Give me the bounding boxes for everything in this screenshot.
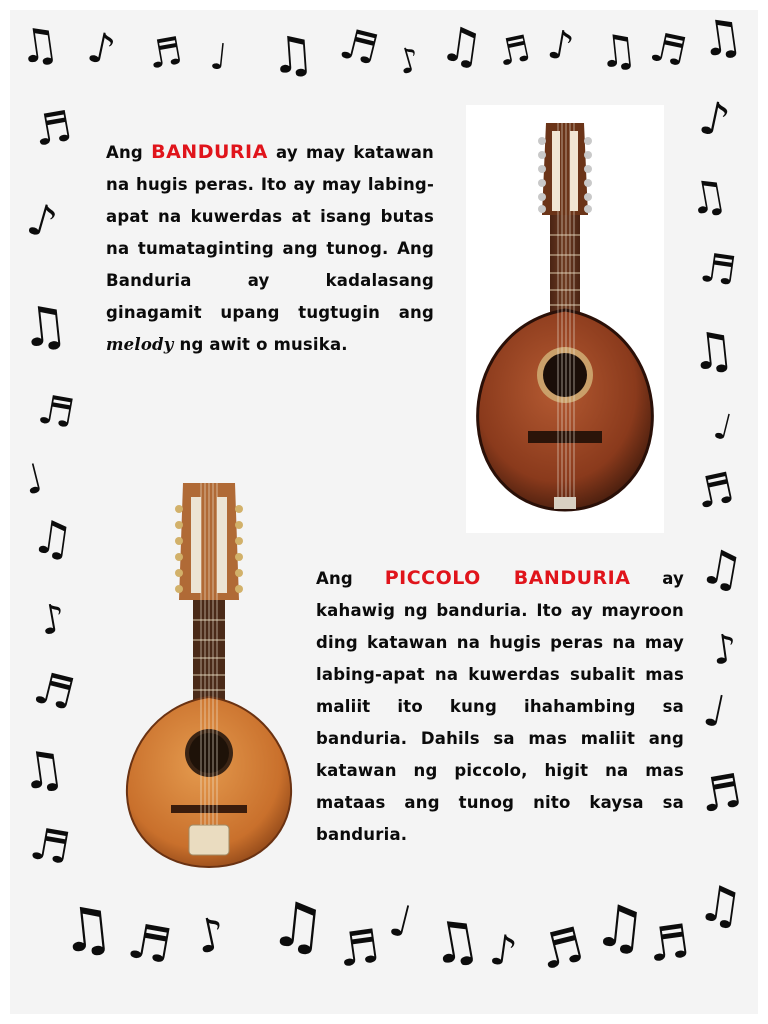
music-note-icon: ♪ <box>83 21 120 76</box>
banduria-name: BANDURIA <box>151 141 268 163</box>
piccolo-text: ay kahawig ng banduria. Ito ay mayroon ding katawan na hugis peras na may labing-apat na kuwerdas subalit mas maliit ito kung ihahambing sa banduria. Dahils sa mas maliit ang katawan ng piccolo, higit na mas mataas ang tunog nito kaysa sa banduria. <box>316 569 684 844</box>
banduria-italic-word: melody <box>106 335 174 354</box>
music-note-icon: ♪ <box>544 21 578 71</box>
music-note-icon: ♩ <box>384 894 417 949</box>
banduria-image <box>466 105 664 533</box>
piccolo-name: PICCOLO BANDURIA <box>384 567 631 589</box>
piccolo-banduria-instrument-icon <box>115 475 303 870</box>
music-note-icon: ♬ <box>123 912 176 976</box>
music-note-icon: ♪ <box>36 595 70 645</box>
music-note-icon: ♫ <box>595 24 640 79</box>
music-note-icon: ♬ <box>493 28 535 75</box>
music-note-icon: ♩ <box>207 36 230 79</box>
music-note-icon: ♩ <box>699 684 730 739</box>
music-note-icon: ♩ <box>18 455 49 505</box>
music-note-icon: ♬ <box>28 662 80 722</box>
music-note-icon: ♫ <box>16 738 69 802</box>
banduria-text: ay may katawan na hugis peras. Ito ay may labing-apat na kuwerdas at isang butas na tumataginting ang tunog. Ang Banduria ay kadalasang ginagamit upang tugtugin ang <box>106 143 434 322</box>
music-note-icon: ♫ <box>56 892 118 968</box>
music-note-icon: ♪ <box>708 625 741 675</box>
banduria-instrument-icon <box>466 105 664 533</box>
banduria-text-end: ng awit o musika. <box>179 335 348 354</box>
banduria-intro: Ang <box>106 143 143 162</box>
music-note-icon: ♫ <box>424 906 486 979</box>
music-note-icon: ♫ <box>436 15 487 77</box>
music-note-icon: ♪ <box>694 89 735 149</box>
music-note-icon: ♬ <box>144 28 186 78</box>
banduria-description <box>106 136 434 361</box>
piccolo-intro: Ang <box>316 569 353 588</box>
piccolo-banduria-image <box>115 475 303 870</box>
music-note-icon: ♬ <box>334 18 384 75</box>
music-note-icon: ♪ <box>190 905 231 965</box>
music-note-icon: ♫ <box>268 24 317 86</box>
music-note-icon: ♬ <box>29 101 76 156</box>
music-note-icon: ♬ <box>691 462 739 519</box>
music-note-icon: ♪ <box>21 193 63 250</box>
music-note-icon: ♫ <box>695 537 748 601</box>
music-note-icon: ♩ <box>709 405 736 450</box>
music-note-icon: ♫ <box>14 15 63 75</box>
music-note-icon: ♬ <box>334 918 383 978</box>
music-note-icon: ♪ <box>392 38 425 84</box>
music-note-icon: ♬ <box>695 762 746 824</box>
music-note-icon: ♫ <box>696 7 747 69</box>
music-note-icon: ♪ <box>486 924 521 977</box>
music-note-icon: ♬ <box>696 244 739 296</box>
music-note-icon: ♬ <box>25 817 74 876</box>
music-note-icon: ♫ <box>687 319 738 383</box>
music-note-icon: ♬ <box>34 386 78 438</box>
music-note-icon: ♬ <box>645 23 691 77</box>
music-note-icon: ♫ <box>694 873 747 937</box>
music-note-icon: ♫ <box>590 890 650 964</box>
music-note-icon: ♫ <box>28 508 77 568</box>
music-note-icon: ♫ <box>16 292 72 361</box>
music-note-icon: ♫ <box>266 886 330 965</box>
piccolo-banduria-description <box>316 562 684 851</box>
music-note-icon: ♬ <box>533 916 590 982</box>
music-note-icon: ♫ <box>683 168 732 227</box>
music-note-icon: ♬ <box>644 913 693 973</box>
